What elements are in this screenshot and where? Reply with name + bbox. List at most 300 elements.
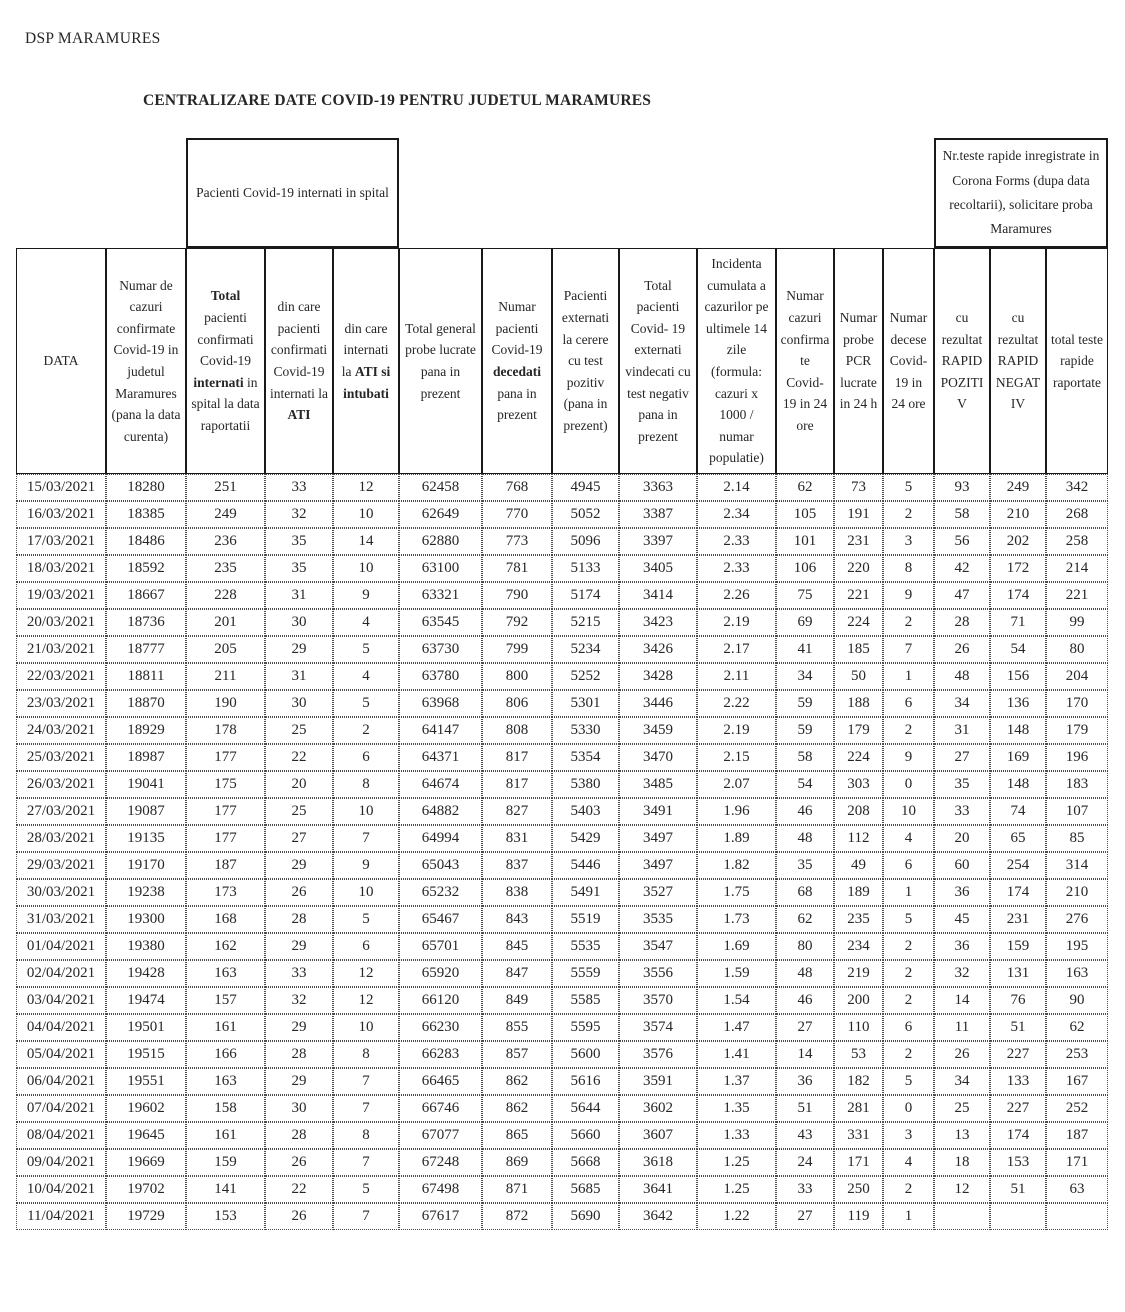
value-cell: 14 bbox=[776, 1041, 834, 1068]
date-cell: 15/03/2021 bbox=[16, 474, 106, 501]
value-cell: 5 bbox=[333, 906, 399, 933]
value-cell: 3527 bbox=[619, 879, 697, 906]
table-row bbox=[16, 771, 1108, 798]
value-cell: 26 bbox=[934, 636, 990, 663]
value-cell: 46 bbox=[776, 987, 834, 1014]
date-cell: 28/03/2021 bbox=[16, 825, 106, 852]
value-cell: 0 bbox=[883, 771, 934, 798]
value-cell: 3446 bbox=[619, 690, 697, 717]
value-cell: 3591 bbox=[619, 1068, 697, 1095]
value-cell: 5616 bbox=[552, 1068, 619, 1095]
value-cell: 781 bbox=[482, 555, 552, 582]
value-cell: 5133 bbox=[552, 555, 619, 582]
value-cell: 9 bbox=[333, 582, 399, 609]
value-cell: 5600 bbox=[552, 1041, 619, 1068]
date-cell: 26/03/2021 bbox=[16, 771, 106, 798]
value-cell: 29 bbox=[265, 1014, 333, 1041]
value-cell: 36 bbox=[934, 933, 990, 960]
value-cell: 174 bbox=[990, 582, 1046, 609]
value-cell: 148 bbox=[990, 771, 1046, 798]
value-cell: 220 bbox=[834, 555, 883, 582]
value-cell: 112 bbox=[834, 825, 883, 852]
value-cell: 8 bbox=[333, 1041, 399, 1068]
value-cell: 18592 bbox=[106, 555, 186, 582]
value-cell: 7 bbox=[883, 636, 934, 663]
value-cell: 35 bbox=[265, 528, 333, 555]
value-cell: 148 bbox=[990, 717, 1046, 744]
value-cell: 67498 bbox=[399, 1176, 482, 1203]
date-cell: 04/04/2021 bbox=[16, 1014, 106, 1041]
value-cell: 32 bbox=[265, 501, 333, 528]
date-cell: 03/04/2021 bbox=[16, 987, 106, 1014]
value-cell: 19041 bbox=[106, 771, 186, 798]
value-cell: 32 bbox=[934, 960, 990, 987]
value-cell: 177 bbox=[186, 744, 265, 771]
table-row bbox=[16, 906, 1108, 933]
value-cell: 46 bbox=[776, 798, 834, 825]
value-cell: 5 bbox=[333, 1176, 399, 1203]
table-row bbox=[16, 1014, 1108, 1041]
value-cell: 1 bbox=[883, 879, 934, 906]
value-cell: 5380 bbox=[552, 771, 619, 798]
date-cell: 10/04/2021 bbox=[16, 1176, 106, 1203]
value-cell: 276 bbox=[1046, 906, 1108, 933]
value-cell: 67248 bbox=[399, 1149, 482, 1176]
value-cell: 2.14 bbox=[697, 474, 776, 501]
value-cell: 331 bbox=[834, 1122, 883, 1149]
value-cell: 41 bbox=[776, 636, 834, 663]
value-cell: 29 bbox=[265, 636, 333, 663]
value-cell: 1.37 bbox=[697, 1068, 776, 1095]
value-cell: 5 bbox=[333, 690, 399, 717]
table-row bbox=[16, 501, 1108, 528]
value-cell: 19515 bbox=[106, 1041, 186, 1068]
column-header-hospitalized-total: Total pacienti confirmati Covid-19 internati in spital la data raportatii bbox=[186, 248, 265, 474]
value-cell: 59 bbox=[776, 717, 834, 744]
value-cell: 25 bbox=[265, 717, 333, 744]
value-cell: 843 bbox=[482, 906, 552, 933]
value-cell: 48 bbox=[776, 825, 834, 852]
value-cell: 2.19 bbox=[697, 717, 776, 744]
value-cell: 806 bbox=[482, 690, 552, 717]
value-cell: 790 bbox=[482, 582, 552, 609]
value-cell: 865 bbox=[482, 1122, 552, 1149]
value-cell: 65701 bbox=[399, 933, 482, 960]
value-cell: 64371 bbox=[399, 744, 482, 771]
value-cell: 63100 bbox=[399, 555, 482, 582]
value-cell: 3491 bbox=[619, 798, 697, 825]
column-header-discharged-positive: Pacienti externati la cerere cu test pozitiv (pana in prezent) bbox=[552, 248, 619, 474]
value-cell: 268 bbox=[1046, 501, 1108, 528]
value-cell: 33 bbox=[265, 960, 333, 987]
value-cell: 3618 bbox=[619, 1149, 697, 1176]
value-cell: 31 bbox=[265, 582, 333, 609]
value-cell: 64994 bbox=[399, 825, 482, 852]
value-cell: 196 bbox=[1046, 744, 1108, 771]
value-cell: 189 bbox=[834, 879, 883, 906]
value-cell: 5403 bbox=[552, 798, 619, 825]
date-cell: 01/04/2021 bbox=[16, 933, 106, 960]
value-cell: 3497 bbox=[619, 852, 697, 879]
table-row bbox=[16, 555, 1108, 582]
value-cell: 3607 bbox=[619, 1122, 697, 1149]
value-cell: 250 bbox=[834, 1176, 883, 1203]
value-cell: 110 bbox=[834, 1014, 883, 1041]
value-cell: 19170 bbox=[106, 852, 186, 879]
table-row bbox=[16, 636, 1108, 663]
value-cell: 9 bbox=[883, 582, 934, 609]
value-cell: 18486 bbox=[106, 528, 186, 555]
column-header-hospitalized-ati: din care pacienti confirmati Covid-19 internati la ATI bbox=[265, 248, 333, 474]
value-cell: 1.25 bbox=[697, 1176, 776, 1203]
value-cell: 22 bbox=[265, 744, 333, 771]
value-cell: 67077 bbox=[399, 1122, 482, 1149]
value-cell: 93 bbox=[934, 474, 990, 501]
value-cell: 3428 bbox=[619, 663, 697, 690]
value-cell: 1 bbox=[883, 663, 934, 690]
value-cell: 6 bbox=[333, 933, 399, 960]
value-cell: 19551 bbox=[106, 1068, 186, 1095]
value-cell: 195 bbox=[1046, 933, 1108, 960]
value-cell: 62 bbox=[776, 906, 834, 933]
value-cell: 65232 bbox=[399, 879, 482, 906]
value-cell: 5096 bbox=[552, 528, 619, 555]
value-cell: 221 bbox=[834, 582, 883, 609]
value-cell: 177 bbox=[186, 825, 265, 852]
value-cell: 251 bbox=[186, 474, 265, 501]
value-cell: 157 bbox=[186, 987, 265, 1014]
value-cell: 210 bbox=[990, 501, 1046, 528]
value-cell: 2.07 bbox=[697, 771, 776, 798]
value-cell: 163 bbox=[1046, 960, 1108, 987]
table-row bbox=[16, 987, 1108, 1014]
date-cell: 30/03/2021 bbox=[16, 879, 106, 906]
value-cell: 253 bbox=[1046, 1041, 1108, 1068]
value-cell: 62 bbox=[776, 474, 834, 501]
value-cell: 35 bbox=[776, 852, 834, 879]
value-cell: 64882 bbox=[399, 798, 482, 825]
value-cell: 27 bbox=[265, 825, 333, 852]
value-cell: 99 bbox=[1046, 609, 1108, 636]
value-cell: 314 bbox=[1046, 852, 1108, 879]
value-cell: 27 bbox=[776, 1203, 834, 1230]
value-cell: 2 bbox=[883, 960, 934, 987]
value-cell: 170 bbox=[1046, 690, 1108, 717]
table-row bbox=[16, 690, 1108, 717]
value-cell: 19300 bbox=[106, 906, 186, 933]
value-cell: 34 bbox=[934, 1068, 990, 1095]
value-cell: 1.96 bbox=[697, 798, 776, 825]
value-cell: 6 bbox=[883, 852, 934, 879]
value-cell: 5 bbox=[883, 1068, 934, 1095]
value-cell: 65043 bbox=[399, 852, 482, 879]
value-cell: 2.22 bbox=[697, 690, 776, 717]
value-cell: 30 bbox=[265, 690, 333, 717]
value-cell: 2 bbox=[883, 609, 934, 636]
value-cell: 33 bbox=[265, 474, 333, 501]
value-cell: 5644 bbox=[552, 1095, 619, 1122]
value-cell: 8 bbox=[333, 771, 399, 798]
column-header-rapid-negative: cu rezultat RAPID NEGATIV bbox=[990, 248, 1046, 474]
value-cell: 5429 bbox=[552, 825, 619, 852]
value-cell: 1.33 bbox=[697, 1122, 776, 1149]
value-cell: 159 bbox=[186, 1149, 265, 1176]
value-cell: 29 bbox=[265, 1068, 333, 1095]
value-cell: 26 bbox=[265, 1203, 333, 1230]
value-cell: 831 bbox=[482, 825, 552, 852]
value-cell: 1.47 bbox=[697, 1014, 776, 1041]
value-cell: 3459 bbox=[619, 717, 697, 744]
value-cell: 3547 bbox=[619, 933, 697, 960]
table-row bbox=[16, 744, 1108, 771]
value-cell: 1.54 bbox=[697, 987, 776, 1014]
value-cell: 167 bbox=[1046, 1068, 1108, 1095]
date-cell: 05/04/2021 bbox=[16, 1041, 106, 1068]
value-cell: 168 bbox=[186, 906, 265, 933]
value-cell: 1.41 bbox=[697, 1041, 776, 1068]
value-cell: 163 bbox=[186, 1068, 265, 1095]
value-cell: 855 bbox=[482, 1014, 552, 1041]
value-cell: 65920 bbox=[399, 960, 482, 987]
value-cell: 19669 bbox=[106, 1149, 186, 1176]
value-cell: 1.25 bbox=[697, 1149, 776, 1176]
value-cell: 54 bbox=[776, 771, 834, 798]
value-cell: 74 bbox=[990, 798, 1046, 825]
value-cell: 827 bbox=[482, 798, 552, 825]
value-cell: 26 bbox=[934, 1041, 990, 1068]
date-cell: 17/03/2021 bbox=[16, 528, 106, 555]
value-cell: 45 bbox=[934, 906, 990, 933]
value-cell: 235 bbox=[186, 555, 265, 582]
value-cell: 2.34 bbox=[697, 501, 776, 528]
table-row bbox=[16, 798, 1108, 825]
value-cell: 5668 bbox=[552, 1149, 619, 1176]
date-cell: 21/03/2021 bbox=[16, 636, 106, 663]
value-cell: 179 bbox=[834, 717, 883, 744]
value-cell: 5660 bbox=[552, 1122, 619, 1149]
value-cell: 48 bbox=[776, 960, 834, 987]
value-cell: 2 bbox=[883, 987, 934, 1014]
date-cell: 20/03/2021 bbox=[16, 609, 106, 636]
value-cell: 66746 bbox=[399, 1095, 482, 1122]
date-cell: 09/04/2021 bbox=[16, 1149, 106, 1176]
value-cell: 191 bbox=[834, 501, 883, 528]
value-cell: 64147 bbox=[399, 717, 482, 744]
value-cell: 49 bbox=[834, 852, 883, 879]
value-cell: 8 bbox=[883, 555, 934, 582]
value-cell: 214 bbox=[1046, 555, 1108, 582]
value-cell: 63730 bbox=[399, 636, 482, 663]
value-cell: 4 bbox=[883, 825, 934, 852]
value-cell: 5585 bbox=[552, 987, 619, 1014]
value-cell: 187 bbox=[186, 852, 265, 879]
value-cell: 8 bbox=[333, 1122, 399, 1149]
value-cell: 5215 bbox=[552, 609, 619, 636]
value-cell: 808 bbox=[482, 717, 552, 744]
value-cell: 2.19 bbox=[697, 609, 776, 636]
value-cell: 62880 bbox=[399, 528, 482, 555]
value-cell: 54 bbox=[990, 636, 1046, 663]
value-cell: 18 bbox=[934, 1149, 990, 1176]
value-cell: 159 bbox=[990, 933, 1046, 960]
value-cell: 5052 bbox=[552, 501, 619, 528]
value-cell: 63968 bbox=[399, 690, 482, 717]
table-row bbox=[16, 1149, 1108, 1176]
value-cell: 211 bbox=[186, 663, 265, 690]
value-cell: 187 bbox=[1046, 1122, 1108, 1149]
value-cell: 5685 bbox=[552, 1176, 619, 1203]
value-cell: 3 bbox=[883, 1122, 934, 1149]
column-header-incidence-14d: Incidenta cumulata a cazurilor pe ultimele 14 zile (formula: cazuri x 1000 / numar populatie) bbox=[697, 248, 776, 474]
value-cell: 9 bbox=[333, 852, 399, 879]
value-cell: 3535 bbox=[619, 906, 697, 933]
value-cell: 5535 bbox=[552, 933, 619, 960]
value-cell: 6 bbox=[333, 744, 399, 771]
value-cell: 5252 bbox=[552, 663, 619, 690]
value-cell: 18667 bbox=[106, 582, 186, 609]
value-cell: 204 bbox=[1046, 663, 1108, 690]
value-cell bbox=[990, 1203, 1046, 1230]
value-cell: 1 bbox=[883, 1203, 934, 1230]
value-cell: 845 bbox=[482, 933, 552, 960]
value-cell: 162 bbox=[186, 933, 265, 960]
value-cell: 4 bbox=[333, 609, 399, 636]
value-cell: 2.17 bbox=[697, 636, 776, 663]
value-cell: 18280 bbox=[106, 474, 186, 501]
value-cell: 22 bbox=[265, 1176, 333, 1203]
table-row bbox=[16, 1041, 1108, 1068]
table-row bbox=[16, 1068, 1108, 1095]
value-cell: 2 bbox=[883, 501, 934, 528]
column-header-deaths-total: Numar pacienti Covid-19 decedati pana in prezent bbox=[482, 248, 552, 474]
value-cell: 105 bbox=[776, 501, 834, 528]
value-cell: 342 bbox=[1046, 474, 1108, 501]
value-cell: 19428 bbox=[106, 960, 186, 987]
value-cell: 252 bbox=[1046, 1095, 1108, 1122]
value-cell: 770 bbox=[482, 501, 552, 528]
value-cell: 5690 bbox=[552, 1203, 619, 1230]
value-cell: 51 bbox=[776, 1095, 834, 1122]
value-cell: 169 bbox=[990, 744, 1046, 771]
value-cell: 20 bbox=[934, 825, 990, 852]
value-cell: 5491 bbox=[552, 879, 619, 906]
value-cell: 18870 bbox=[106, 690, 186, 717]
value-cell: 254 bbox=[990, 852, 1046, 879]
value-cell: 73 bbox=[834, 474, 883, 501]
group-header-row bbox=[16, 138, 1108, 248]
value-cell: 28 bbox=[265, 906, 333, 933]
value-cell: 1.69 bbox=[697, 933, 776, 960]
value-cell: 2.26 bbox=[697, 582, 776, 609]
date-cell: 08/04/2021 bbox=[16, 1122, 106, 1149]
value-cell: 837 bbox=[482, 852, 552, 879]
date-cell: 31/03/2021 bbox=[16, 906, 106, 933]
value-cell: 221 bbox=[1046, 582, 1108, 609]
value-cell: 19087 bbox=[106, 798, 186, 825]
value-cell: 175 bbox=[186, 771, 265, 798]
value-cell: 174 bbox=[990, 879, 1046, 906]
value-cell: 179 bbox=[1046, 717, 1108, 744]
value-cell: 224 bbox=[834, 744, 883, 771]
value-cell: 3641 bbox=[619, 1176, 697, 1203]
value-cell: 80 bbox=[776, 933, 834, 960]
value-cell: 817 bbox=[482, 744, 552, 771]
value-cell: 185 bbox=[834, 636, 883, 663]
value-cell: 3387 bbox=[619, 501, 697, 528]
table-row bbox=[16, 582, 1108, 609]
value-cell: 3414 bbox=[619, 582, 697, 609]
data-rows bbox=[16, 474, 1108, 1230]
value-cell: 14 bbox=[934, 987, 990, 1014]
value-cell: 3497 bbox=[619, 825, 697, 852]
value-cell: 188 bbox=[834, 690, 883, 717]
value-cell: 32 bbox=[265, 987, 333, 1014]
value-cell: 19238 bbox=[106, 879, 186, 906]
value-cell: 872 bbox=[482, 1203, 552, 1230]
value-cell: 19645 bbox=[106, 1122, 186, 1149]
value-cell: 3574 bbox=[619, 1014, 697, 1041]
value-cell: 5174 bbox=[552, 582, 619, 609]
value-cell: 869 bbox=[482, 1149, 552, 1176]
date-cell: 23/03/2021 bbox=[16, 690, 106, 717]
value-cell: 62 bbox=[1046, 1014, 1108, 1041]
table-row bbox=[16, 879, 1108, 906]
value-cell: 1.59 bbox=[697, 960, 776, 987]
table-row bbox=[16, 609, 1108, 636]
value-cell: 24 bbox=[776, 1149, 834, 1176]
table-row bbox=[16, 474, 1108, 501]
value-cell: 228 bbox=[186, 582, 265, 609]
value-cell: 63545 bbox=[399, 609, 482, 636]
value-cell: 76 bbox=[990, 987, 1046, 1014]
value-cell: 202 bbox=[990, 528, 1046, 555]
value-cell bbox=[1046, 1203, 1108, 1230]
value-cell: 5330 bbox=[552, 717, 619, 744]
date-cell: 24/03/2021 bbox=[16, 717, 106, 744]
value-cell: 1.82 bbox=[697, 852, 776, 879]
value-cell: 2.33 bbox=[697, 528, 776, 555]
value-cell: 33 bbox=[776, 1176, 834, 1203]
column-header-total-tests: Total general probe lucrate pana in prezent bbox=[399, 248, 482, 474]
value-cell: 63321 bbox=[399, 582, 482, 609]
value-cell: 53 bbox=[834, 1041, 883, 1068]
value-cell: 80 bbox=[1046, 636, 1108, 663]
column-header-rapid-positive: cu rezultat RAPID POZITIV bbox=[934, 248, 990, 474]
value-cell: 281 bbox=[834, 1095, 883, 1122]
value-cell: 0 bbox=[883, 1095, 934, 1122]
table-row bbox=[16, 528, 1108, 555]
value-cell: 63 bbox=[1046, 1176, 1108, 1203]
value-cell: 10 bbox=[333, 798, 399, 825]
value-cell: 28 bbox=[265, 1122, 333, 1149]
value-cell: 66230 bbox=[399, 1014, 482, 1041]
value-cell: 29 bbox=[265, 933, 333, 960]
value-cell: 3426 bbox=[619, 636, 697, 663]
value-cell: 2.33 bbox=[697, 555, 776, 582]
value-cell: 5234 bbox=[552, 636, 619, 663]
value-cell: 60 bbox=[934, 852, 990, 879]
value-cell: 7 bbox=[333, 1068, 399, 1095]
value-cell: 18929 bbox=[106, 717, 186, 744]
value-cell: 227 bbox=[990, 1041, 1046, 1068]
value-cell: 1.22 bbox=[697, 1203, 776, 1230]
column-header-ati-intubated: din care internati la ATI si intubati bbox=[333, 248, 399, 474]
date-cell: 29/03/2021 bbox=[16, 852, 106, 879]
value-cell: 62458 bbox=[399, 474, 482, 501]
value-cell: 303 bbox=[834, 771, 883, 798]
value-cell: 249 bbox=[990, 474, 1046, 501]
value-cell: 12 bbox=[333, 987, 399, 1014]
